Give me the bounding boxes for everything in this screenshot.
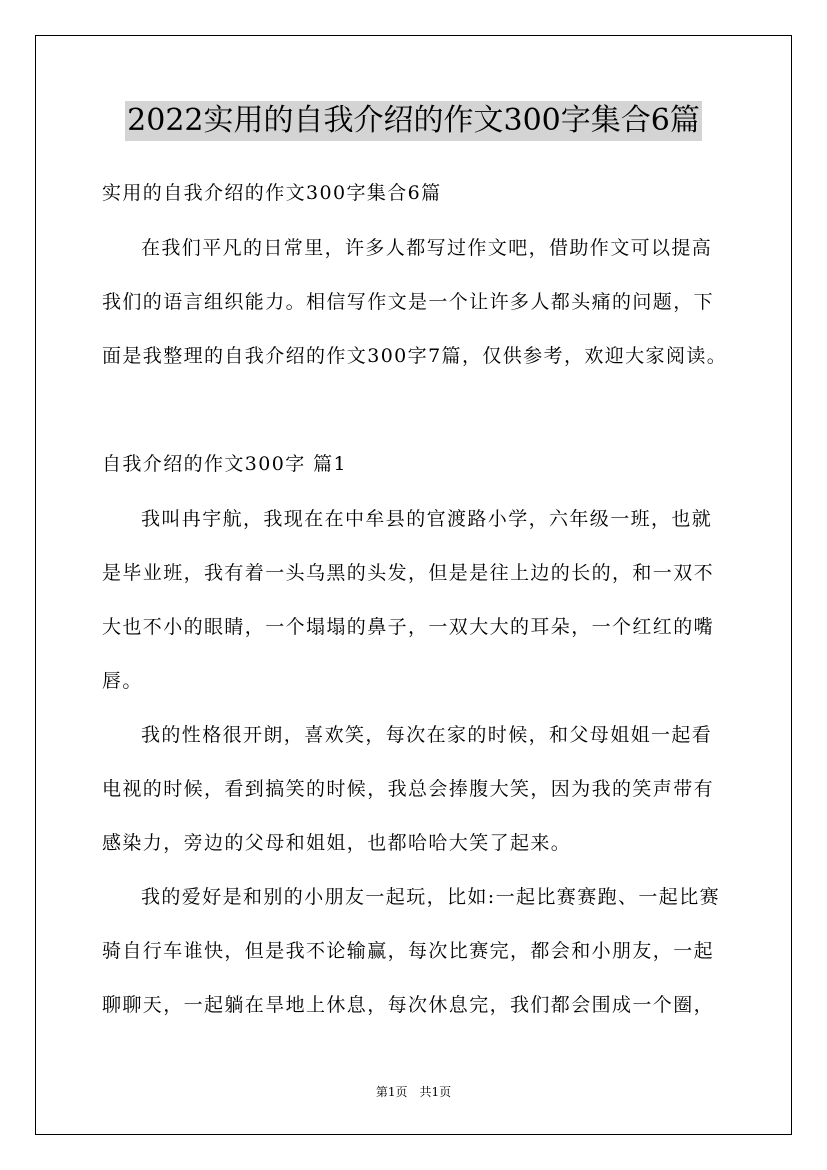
intro-line: 我们的语言组织能力。相信写作文是一个让许多人都头痛的问题，下 <box>102 291 715 313</box>
document-subtitle: 实用的自我介绍的作文300字集合6篇 <box>102 182 442 204</box>
body-line: 大也不小的眼睛，一个塌塌的鼻子，一双大大的耳朵，一个红红的嘴 <box>102 616 715 638</box>
title-container <box>0 101 827 141</box>
body-line: 骑自行车谁快，但是我不论输赢，每次比赛完，都会和小朋友，一起 <box>102 940 715 962</box>
intro-line: 面是我整理的自我介绍的作文300字7篇，仅供参考，欢迎大家阅读。 <box>102 345 728 367</box>
body-line: 唇。 <box>102 670 143 692</box>
document-title: 2022实用的自我介绍的作文300字集合6篇 <box>125 101 702 141</box>
body-line: 是毕业班，我有着一头乌黑的头发，但是是往上边的长的，和一双不 <box>102 562 715 584</box>
body-line: 感染力，旁边的父母和姐姐，也都哈哈大笑了起来。 <box>102 832 572 854</box>
body-line: 我叫冉宇航，我现在在中牟县的官渡路小学，六年级一班，也就 <box>141 508 713 530</box>
page-footer: 第1页 共1页 <box>375 1085 452 1099</box>
body-line: 我的性格很开朗，喜欢笑，每次在家的时候，和父母姐姐一起看 <box>141 724 713 746</box>
section-heading: 自我介绍的作文300字 篇1 <box>102 453 347 475</box>
body-line: 我的爱好是和别的小朋友一起玩，比如:一起比赛赛跑、一起比赛 <box>141 886 721 908</box>
body-line: 聊聊天，一起躺在旱地上休息，每次休息完，我们都会围成一个圈， <box>102 994 715 1016</box>
intro-line: 在我们平凡的日常里，许多人都写过作文吧，借助作文可以提高 <box>141 237 713 259</box>
body-line: 电视的时候，看到搞笑的时候，我总会捧腹大笑，因为我的笑声带有 <box>102 778 715 800</box>
